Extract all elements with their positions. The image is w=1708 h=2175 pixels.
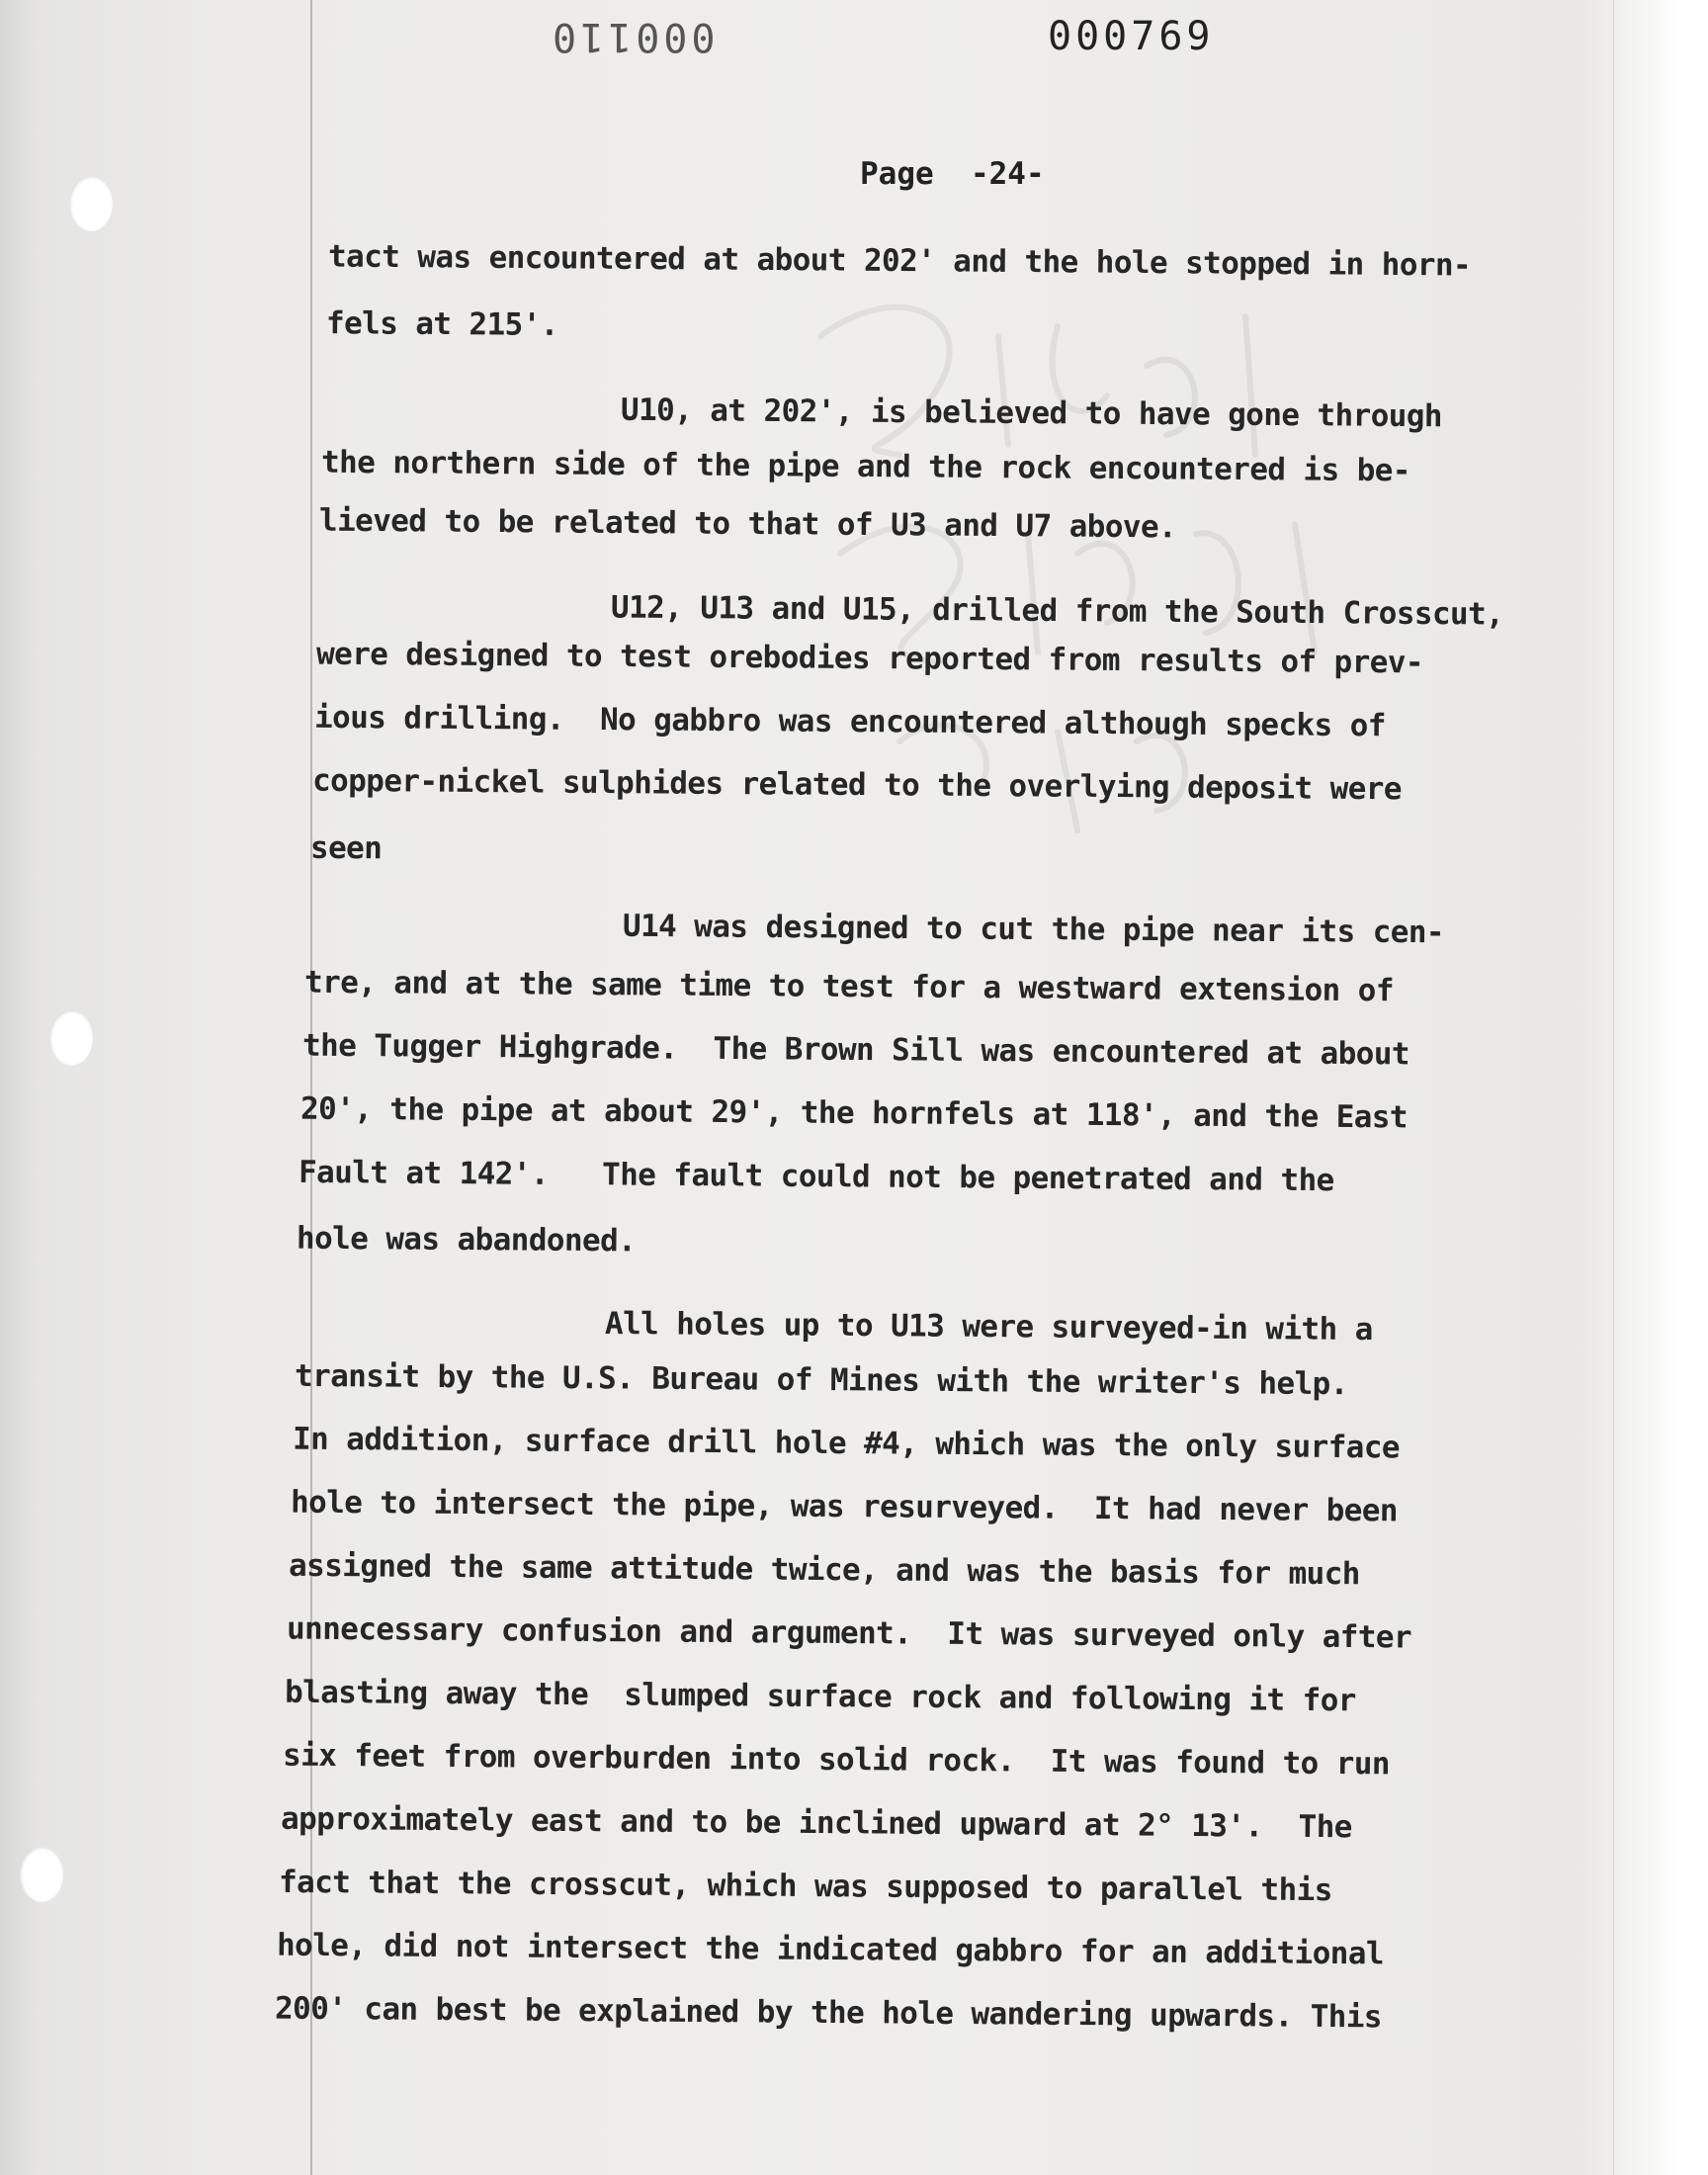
text-line: hole to intersect the pipe, was resurveyed. It had never been — [290, 1484, 1399, 1529]
text-line: tact was encountered at about 202' and the hole stopped in horn- — [327, 238, 1472, 284]
text-line: the Tugger Highgrade. The Brown Sill was encountered at about — [301, 1027, 1410, 1073]
text-line: assigned the same attitude twice, and was the basis for much — [288, 1547, 1360, 1593]
text-line: ious drilling. No gabbro was encountered although specks of — [313, 699, 1386, 744]
text-line: fels at 215'. — [325, 305, 558, 343]
text-line: unnecessary confusion and argument. It was surveyed only after — [286, 1610, 1412, 1656]
text-line: lieved to be related to that of U3 and U7 above. — [318, 502, 1177, 546]
text-line: the northern side of the pipe and the rock encountered is be- — [320, 444, 1411, 489]
text-line: tre, and at the same time to test for a westward extension of — [303, 964, 1395, 1009]
text-line: All holes up to U13 were surveyed-in with a — [604, 1305, 1373, 1348]
page-number-heading: Page -24- — [860, 156, 1045, 192]
text-line: hole, did not intersect the indicated gabbro for an additional — [276, 1927, 1385, 1972]
text-line: were designed to test orebodies reported from results of prev- — [315, 636, 1424, 681]
text-line: seen — [309, 829, 383, 867]
text-line: U14 was designed to cut the pipe near its cen- — [622, 908, 1445, 951]
text-line: In addition, surface drill hole #4, which was the only surface — [292, 1421, 1401, 1466]
document-number-stamp-right: 000769 — [1048, 14, 1215, 59]
text-line: approximately east and to be inclined upward at 2° 13'. The — [280, 1800, 1352, 1846]
text-line: 200' can best be explained by the hole wandering upwards. This — [274, 1990, 1383, 2036]
text-line: U10, at 202', is believed to have gone through — [620, 392, 1443, 435]
text-line: hole was abandoned. — [296, 1220, 637, 1260]
document-number-stamp-left: 000110 — [549, 14, 716, 59]
text-line: blasting away the slumped surface rock and following it for — [284, 1674, 1356, 1719]
text-line: six feet from overburden into solid rock. It was found to run — [282, 1737, 1391, 1783]
text-line: Fault at 142'. The fault could not be penetrated and the — [298, 1154, 1334, 1199]
text-line: transit by the U.S. Bureau of Mines with the writer's help. — [294, 1357, 1348, 1403]
text-line: copper-nickel sulphides related to the overlying deposit were — [311, 762, 1403, 808]
text-line: 20', the pipe at about 29', the hornfels at 118', and the East — [299, 1090, 1409, 1136]
text-line: fact that the crosscut, which was supposed to parallel this — [278, 1864, 1332, 1909]
text-line: U12, U13 and U15, drilled from the South Crosscut, — [610, 589, 1504, 633]
